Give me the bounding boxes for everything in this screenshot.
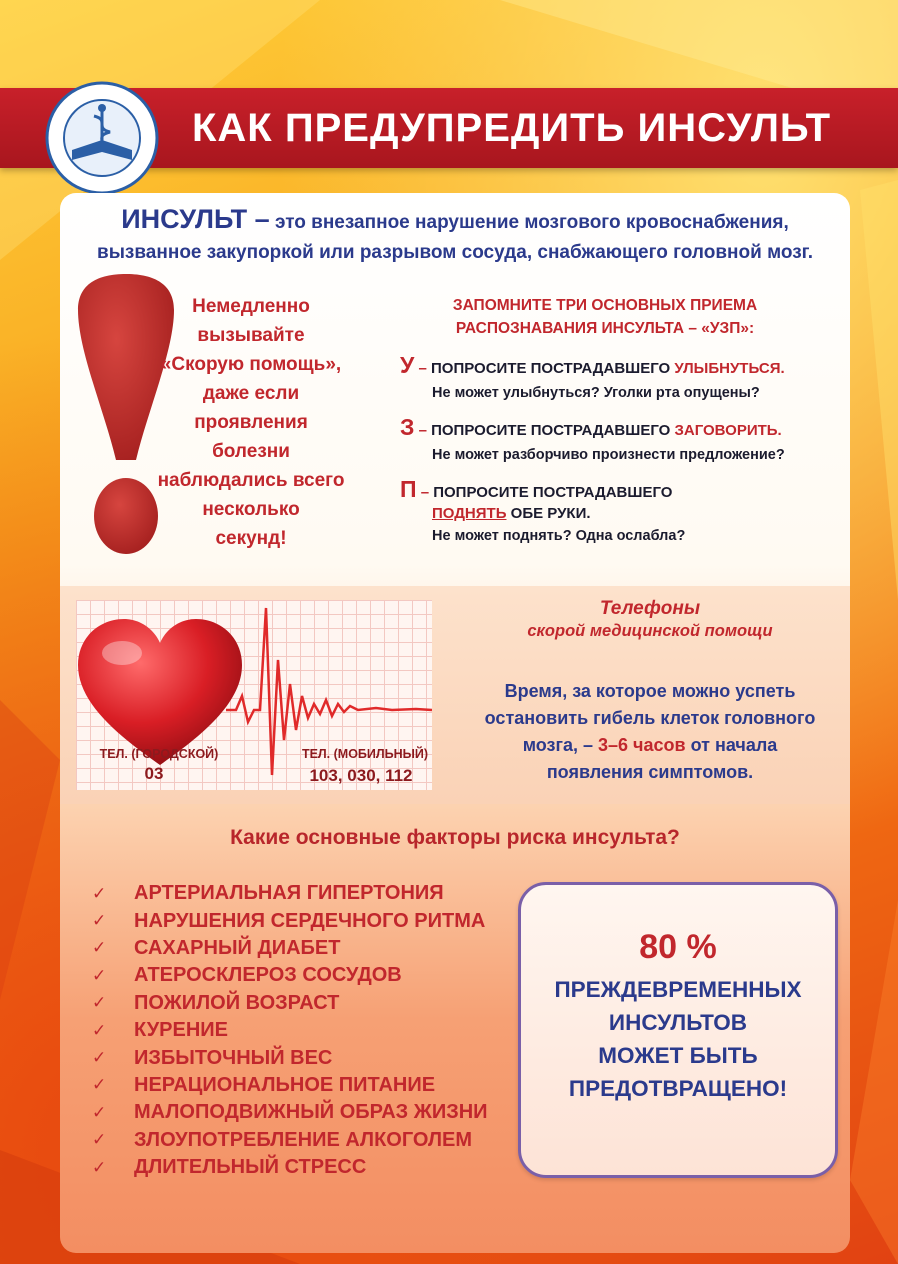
uzp-dash: – — [418, 360, 427, 377]
uzp-dash: – — [420, 484, 430, 501]
list-item — [92, 1154, 512, 1181]
call-ambulance-text — [146, 292, 356, 553]
uzp-instruction: ПОПРОСИТЕ ПОСТРАДАВШЕГО — [431, 422, 675, 439]
stat-percent: 80 % — [639, 928, 717, 966]
definition-text — [70, 204, 840, 268]
logo-emblem — [44, 80, 160, 196]
uzp-title-line: ЗАПОМНИТЕ ТРИ ОСНОВНЫХ ПРИЕМА — [452, 297, 758, 314]
risk-factor: АТЕРОСКЛЕРОЗ СОСУДОВ — [134, 964, 402, 987]
uzp-letter: У — [400, 352, 415, 378]
uzp-dash: – — [418, 422, 427, 439]
uzp-action-tail: ОБЕ РУКИ. — [506, 505, 591, 522]
check-icon: ✓ — [92, 1048, 107, 1068]
call-line: вызывайте — [197, 325, 305, 346]
uzp-item-speak — [400, 414, 860, 463]
check-icon: ✓ — [92, 965, 107, 985]
uzp-action: ПОДНЯТЬ — [432, 505, 507, 522]
call-line: проявления — [194, 412, 308, 433]
call-line: даже если — [202, 383, 300, 404]
risk-factor: ЗЛОУПОТРЕБЛЕНИЕ АЛКОГОЛЕМ — [134, 1128, 473, 1151]
time-line: остановить гибель клеток головного — [484, 708, 816, 728]
risk-factor: ИЗБЫТОЧНЫЙ ВЕС — [134, 1046, 333, 1069]
call-line: несколько — [202, 499, 300, 520]
uzp-item-raise — [400, 476, 860, 544]
uzp-action: ЗАГОВОРИТЬ. — [674, 422, 782, 439]
city-phone-number: 03 — [144, 764, 164, 783]
call-line: наблюдались всего — [157, 470, 345, 491]
stat-line: МОЖЕТ БЫТЬ — [598, 1043, 758, 1068]
call-line: Немедленно — [192, 296, 310, 317]
list-item — [92, 1044, 512, 1071]
check-icon: ✓ — [92, 883, 107, 903]
list-item — [92, 1099, 512, 1126]
check-icon: ✓ — [92, 938, 107, 958]
check-icon: ✓ — [92, 1130, 107, 1150]
uzp-letter: П — [400, 476, 417, 502]
list-item — [92, 1017, 512, 1044]
uzp-symptom: Не может поднять? Одна ослабла? — [432, 528, 686, 544]
city-phone-label: ТЕЛ. (ГОРОДСКОЙ) — [99, 747, 219, 761]
uzp-letter: З — [400, 414, 415, 440]
stat-text — [518, 973, 838, 1105]
stat-line: ПРЕЖДЕВРЕМЕННЫХ — [554, 977, 802, 1002]
time-highlight: 3–6 часов — [598, 735, 686, 755]
check-icon: ✓ — [92, 993, 107, 1013]
time-line: появления симптомов. — [546, 762, 754, 782]
time-line: мозга, – — [522, 735, 598, 755]
list-item — [92, 962, 512, 989]
list-item — [92, 935, 512, 962]
list-item — [92, 990, 512, 1017]
time-line: Время, за которое можно успеть — [504, 681, 796, 701]
time-line: от начала — [685, 735, 778, 755]
definition-body: это внезапное нарушение мозгового кровоснабжения, вызванное закупоркой или разрывом сосуда, снабжающего головной мозг. — [97, 212, 813, 263]
uzp-symptom: Не может разборчиво произнести предложение? — [432, 447, 785, 463]
call-line: секунд! — [215, 528, 287, 549]
stat-line: ИНСУЛЬТОВ — [608, 1010, 748, 1035]
list-item — [92, 880, 512, 907]
check-icon: ✓ — [92, 1020, 107, 1040]
page-title: КАК ПРЕДУПРЕДИТЬ ИНСУЛЬТ — [192, 106, 832, 150]
risk-factor: МАЛОПОДВИЖНЫЙ ОБРАЗ ЖИЗНИ — [134, 1101, 488, 1124]
risk-title: Какие основные факторы риска инсульта? — [230, 826, 680, 849]
uzp-symptom: Не может улыбнуться? Уголки рта опущены? — [432, 385, 760, 401]
risk-factor: САХАРНЫЙ ДИАБЕТ — [134, 936, 341, 959]
risk-factor: НАРУШЕНИЯ СЕРДЕЧНОГО РИТМА — [134, 909, 486, 932]
list-item — [92, 907, 512, 934]
check-icon: ✓ — [92, 1157, 107, 1177]
uzp-item-smile — [400, 352, 860, 401]
check-icon: ✓ — [92, 1075, 107, 1095]
time-window-text — [460, 678, 840, 786]
phones-title: Телефоны — [599, 598, 701, 619]
uzp-instruction: ПОПРОСИТЕ ПОСТРАДАВШЕГО — [433, 484, 673, 501]
call-line: болезни — [212, 441, 290, 462]
risk-factor: ПОЖИЛОЙ ВОЗРАСТ — [134, 991, 340, 1014]
uzp-action: УЛЫБНУТЬСЯ. — [674, 360, 785, 377]
check-icon: ✓ — [92, 911, 107, 931]
uzp-title — [410, 294, 800, 340]
call-line: «Скорую помощь», — [160, 354, 342, 375]
risk-factor-list — [92, 880, 512, 1181]
mobile-phone-number: 103, 030, 112 — [309, 766, 413, 785]
phones-subtitle: скорой медицинской помощи — [527, 622, 773, 640]
stat-line: ПРЕДОТВРАЩЕНО! — [568, 1076, 788, 1101]
list-item — [92, 1072, 512, 1099]
definition-term: ИНСУЛЬТ – — [121, 204, 270, 234]
check-icon: ✓ — [92, 1102, 107, 1122]
risk-factor: ДЛИТЕЛЬНЫЙ СТРЕСС — [134, 1156, 367, 1179]
uzp-instruction: ПОПРОСИТЕ ПОСТРАДАВШЕГО — [431, 360, 675, 377]
risk-factor: АРТЕРИАЛЬНАЯ ГИПЕРТОНИЯ — [134, 882, 444, 905]
risk-factor: НЕРАЦИОНАЛЬНОЕ ПИТАНИЕ — [134, 1073, 436, 1096]
uzp-title-line: РАСПОЗНАВАНИЯ ИНСУЛЬТА – «УЗП»: — [455, 320, 755, 337]
list-item — [92, 1127, 512, 1154]
risk-factor: КУРЕНИЕ — [134, 1019, 228, 1042]
mobile-phone-label: ТЕЛ. (МОБИЛЬНЫЙ) — [301, 747, 429, 761]
